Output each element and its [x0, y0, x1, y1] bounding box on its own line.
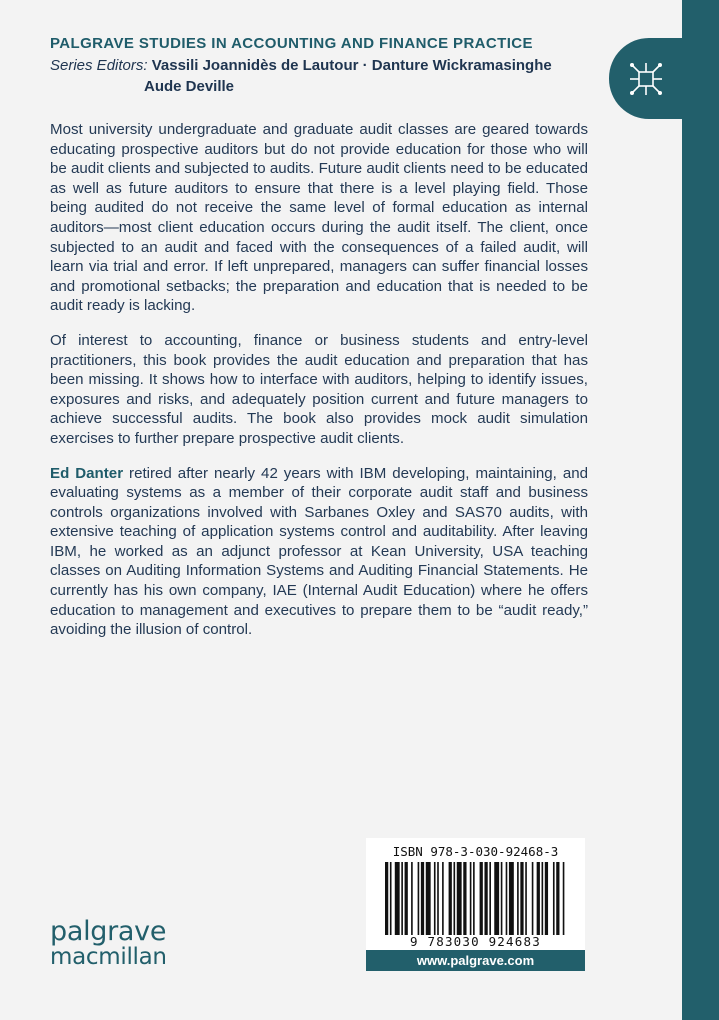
blurb-paragraph-1: Most university undergraduate and graduate audit classes are geared towards educating prospective auditors but do not provide education for those who will be audit clients and subjected to audits. Future audit clients need to be educated as well as future auditors to ensure that there is a level playing field. Those being audited do not receive the same level of formal education as internal auditors—most client education occurs during the audit itself. The client, once subjected to an audit and faced with the consequences of a failed audit, will learn via trial and error. If left unprepared, managers can suffer financial losses and promotional setbacks; the preparation and education that is needed to be audit ready is lacking.: [50, 121, 588, 315]
publisher-logo-line2: macmillan: [50, 944, 167, 970]
barcode-panel: [366, 838, 585, 971]
author-bio-text: retired after nearly 42 years with IBM developing, maintaining, and evaluating systems as a member of their corporate audit staff and business controls organizations involved with Sarbanes Oxley and SAS70 audits, with extensive teaching of application systems control and auditability. After leaving IBM, he worked as an adjunct professor at Kean University, USA teaching classes on Auditing Information Systems and Auditing Financial Statements. He currently has his own company, IAE (Internal Audit Education) where he offers education to management and executives to prepare them to be “audit ready,” avoiding the illusion of control.: [50, 464, 589, 639]
book-spine: [682, 0, 719, 1020]
series-editors-names: Vassili Joannidès de Lautour · Danture Wickramasinghe: [151, 57, 552, 74]
barcode-digits: 9 783030 924683: [410, 934, 541, 949]
series-title: PALGRAVE STUDIES IN ACCOUNTING AND FINANCE PRACTICE: [50, 35, 533, 52]
blurb-paragraph-2: Of interest to accounting, finance or business students and entry-level practitioners, this book provides the audit education and preparation that has been missing. It shows how to interface with auditors, helping to identify issues, exposures and risks, and adequately position current and future managers to achieve successful audits. The book also provides mock audit simulation exercises to further prepare prospective audit clients.: [50, 331, 588, 447]
isbn-label: ISBN 978-3-030-92468-3: [392, 844, 559, 859]
back-cover-blurb: [50, 120, 588, 655]
network-node-icon: [626, 59, 666, 99]
barcode: [383, 862, 568, 935]
series-editors-label: Series Editors:: [50, 57, 148, 74]
series-editors: [50, 55, 610, 97]
series-editors-names-2: Aude Deville: [144, 78, 235, 95]
author-bio: [50, 464, 588, 640]
publisher-logo-line1: palgrave: [50, 916, 167, 947]
publisher-url: www.palgrave.com: [366, 950, 585, 971]
publisher-logo: [50, 918, 167, 969]
author-name: Ed Danter: [50, 464, 124, 482]
